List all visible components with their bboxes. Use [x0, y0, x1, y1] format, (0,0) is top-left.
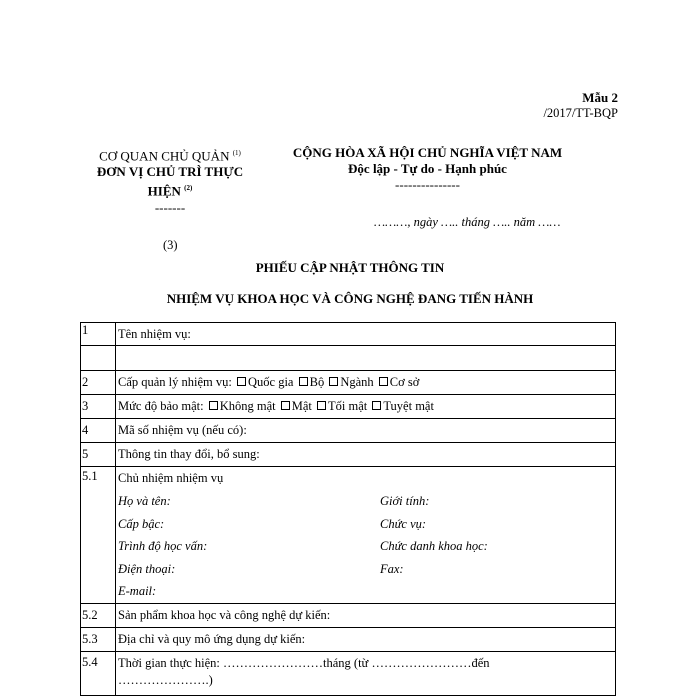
row-number: 2: [81, 371, 116, 395]
field-pair: [118, 558, 615, 581]
table-row: [81, 346, 616, 371]
option-label: Ngành: [340, 375, 374, 389]
table-row: [81, 652, 616, 696]
checkbox-icon[interactable]: [299, 377, 308, 386]
field-pair: [118, 490, 615, 513]
table-row: [81, 371, 616, 395]
full-name-field[interactable]: Họ và tên:: [118, 494, 171, 508]
reference-number: (3): [163, 238, 178, 252]
row-number: 3: [81, 395, 116, 419]
task-leader-heading: Chủ nhiệm nhiệm vụ: [118, 471, 224, 485]
form-number: Mẫu 2: [582, 90, 618, 105]
option-label: Quốc gia: [248, 375, 294, 389]
management-level-label: Cấp quản lý nhiệm vụ:: [118, 375, 232, 389]
agency-line3: HIỆN $^{(2)}$: [147, 183, 193, 199]
implementation-time-line2: ………………….): [118, 673, 213, 687]
row-number: 5: [81, 443, 116, 467]
fax-field[interactable]: Fax:: [380, 561, 404, 576]
implementation-time-line1: Thời gian thực hiện: ……………………tháng (từ ……………………đến: [118, 656, 490, 670]
option-label: Bộ: [309, 375, 325, 389]
table-row: [81, 419, 616, 443]
form-subtitle: NHIỆM VỤ KHOA HỌC VÀ CÔNG NGHỆ ĐANG TIẾN HÀNH: [166, 291, 534, 306]
row-number: 5.3: [81, 628, 116, 652]
application-address-field[interactable]: Địa chỉ và quy mô ứng dụng dự kiến:: [116, 628, 616, 652]
gender-field[interactable]: Giới tính:: [380, 494, 430, 508]
checkbox-icon[interactable]: [209, 401, 218, 410]
motto-dash: ---------------: [395, 177, 460, 192]
checkbox-icon[interactable]: [281, 401, 290, 410]
position-field[interactable]: Chức vụ:: [380, 516, 427, 531]
email-field[interactable]: E-mail:: [118, 584, 157, 598]
checkbox-icon[interactable]: [379, 377, 388, 386]
agency-line2: ĐƠN VỊ CHỦ TRÌ THỰC: [96, 164, 244, 180]
table-row: [81, 323, 616, 346]
checkbox-icon[interactable]: [329, 377, 338, 386]
form-title: PHIẾU CẬP NHẬT THÔNG TIN: [255, 260, 445, 275]
academic-title-field[interactable]: Chức danh khoa học:: [380, 539, 488, 553]
option-label: Không mật: [219, 399, 276, 413]
changes-field[interactable]: Thông tin thay đổi, bổ sung:: [116, 443, 616, 467]
table-row: [81, 467, 616, 604]
option-label: Tối mật: [328, 399, 368, 413]
table-row: [81, 395, 616, 419]
task-name-field[interactable]: Tên nhiệm vụ:: [116, 323, 616, 346]
row-number: 5.4: [81, 652, 116, 696]
task-code-field[interactable]: Mã số nhiệm vụ (nếu có):: [116, 419, 616, 443]
checkbox-icon[interactable]: [237, 377, 246, 386]
field-pair: [118, 513, 615, 536]
checkbox-icon[interactable]: [317, 401, 326, 410]
row-number: 1: [81, 323, 116, 346]
row-number: 5.1: [81, 467, 116, 604]
implementation-time-field[interactable]: [116, 652, 616, 696]
table-row: [81, 443, 616, 467]
row-number: 5.2: [81, 604, 116, 628]
agency-dash: -------: [154, 199, 186, 215]
expected-products-field[interactable]: Sản phẩm khoa học và công nghệ dự kiến:: [116, 604, 616, 628]
date-line: ………, ngày ….. tháng ….. năm ……: [374, 215, 561, 229]
country-block: [275, 145, 580, 193]
agency-block: [60, 145, 280, 216]
circular-number: /2017/TT-BQP: [543, 106, 618, 120]
field-pair: [118, 535, 615, 558]
country-name: CỘNG HÒA XÃ HỘI CHỦ NGHĨA VIỆT NAM: [292, 145, 563, 160]
education-field[interactable]: Trình độ học vấn:: [118, 539, 208, 553]
rank-field[interactable]: Cấp bậc:: [118, 516, 165, 531]
motto: Độc lập - Tự do - Hạnh phúc: [348, 161, 507, 176]
table-row: [81, 628, 616, 652]
task-leader-section: [116, 467, 616, 604]
phone-field[interactable]: Điện thoại:: [118, 561, 176, 576]
table-row: [81, 604, 616, 628]
checkbox-icon[interactable]: [372, 401, 381, 410]
field-pair: [118, 580, 615, 603]
option-label: Cơ sở: [389, 375, 420, 389]
security-level-label: Mức độ bảo mật:: [118, 399, 204, 413]
form-table: [80, 322, 616, 696]
row-number: 4: [81, 419, 116, 443]
task-name-blank[interactable]: [116, 346, 616, 371]
option-label: Mật: [291, 399, 312, 413]
management-level-field: [116, 371, 616, 395]
option-label: Tuyệt mật: [383, 399, 434, 413]
agency-line1: CƠ QUAN CHỦ QUẢN $^{(1)}$: [99, 148, 241, 164]
security-level-field: [116, 395, 616, 419]
row-number-blank: [81, 346, 116, 371]
